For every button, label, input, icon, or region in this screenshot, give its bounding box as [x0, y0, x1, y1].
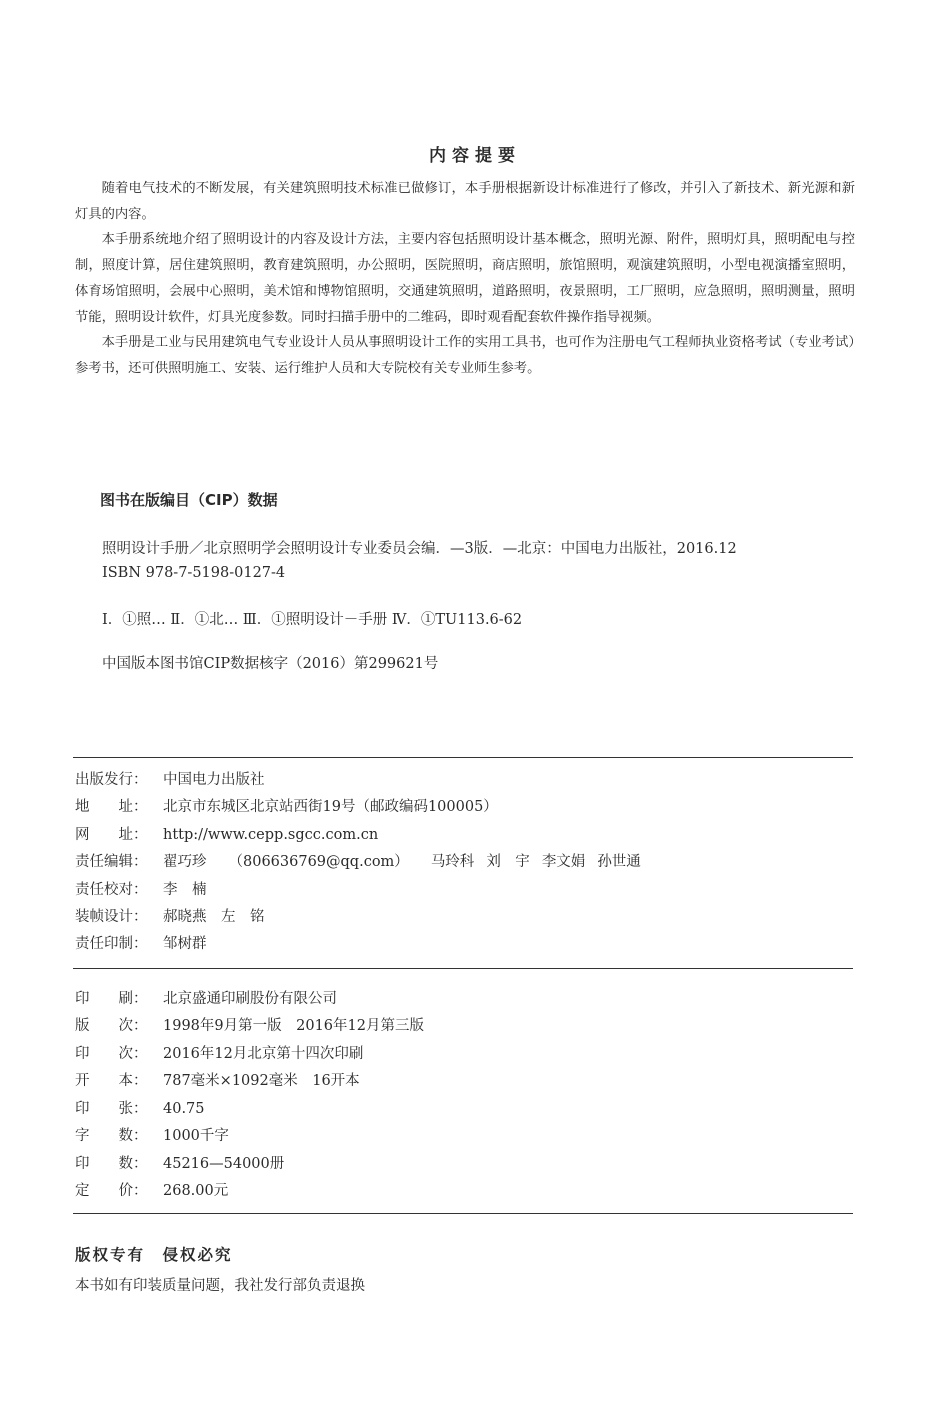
cip-isbn: ISBN 978-7-5198-0127-4 — [102, 565, 286, 581]
row-value: 1000千字 — [163, 1128, 229, 1144]
sheets-row — [75, 1097, 205, 1121]
publisher-row — [75, 768, 265, 792]
editor-email[interactable]: （806636769@qq.com） — [228, 854, 409, 870]
cip-heading: 图书在版编目（CIP）数据 — [100, 491, 278, 509]
website-row — [75, 823, 378, 847]
address-row — [75, 795, 498, 819]
printer-row — [75, 987, 337, 1011]
website-link[interactable]: http://www.cepp.sgcc.com.cn — [163, 827, 379, 843]
row-label: 版 次： — [75, 1018, 148, 1034]
row-value: 郝晓燕 左 铭 — [163, 909, 265, 925]
cip-classification: Ⅰ．①照… Ⅱ．①北… Ⅲ．①照明设计－手册 Ⅳ．①TU113.6-62 — [102, 612, 523, 628]
designer-row — [75, 905, 265, 929]
row-label: 责任印制： — [75, 936, 148, 952]
word-count-row — [75, 1124, 229, 1148]
print-supervisor-row — [75, 932, 207, 956]
summary-body — [75, 176, 855, 382]
row-value: 787毫米×1092毫米 16开本 — [163, 1073, 360, 1089]
row-label: 印 次： — [75, 1046, 148, 1062]
editor-name: 刘 宇 — [486, 854, 530, 870]
row-value: 北京盛通印刷股份有限公司 — [163, 991, 337, 1007]
divider — [73, 968, 853, 969]
row-value: 邹树群 — [163, 936, 207, 952]
row-label: 装帧设计： — [75, 909, 148, 925]
row-label: 字 数： — [75, 1128, 148, 1144]
summary-paragraph: 本手册系统地介绍了照明设计的内容及设计方法，主要内容包括照明设计基本概念，照明光源、附件，照明灯具，照明配电与控制，照度计算，居住建筑照明，教育建筑照明，办公照明，医院照明，商店照明，旅馆照明，观演建筑照明，小型电视演播室照明，体育场馆照明，会展中心照明，美术馆和博物馆照明，交通建筑照明，道路照明，夜景照明，工厂照明，应急照明，照明测量，照明节能，照明设计软件，灯具光度参数。同时扫描手册中的二维码，即时观看配套软件操作指导视频。 — [75, 232, 855, 325]
row-value: 1998年9月第一版 2016年12月第三版 — [163, 1018, 424, 1034]
row-value: 2016年12月北京第十四次印刷 — [163, 1046, 364, 1062]
cip-approval: 中国版本图书馆CIP数据核字（2016）第299621号 — [102, 656, 439, 672]
row-value: 北京市东城区北京站西街19号（邮政编码100005） — [163, 799, 498, 815]
proofreader-row — [75, 878, 207, 902]
cip-record: 照明设计手册／北京照明学会照明设计专业委员会编．—3版．—北京：中国电力出版社，2016.12 — [102, 541, 737, 557]
row-label: 印 张： — [75, 1101, 148, 1117]
divider — [73, 757, 853, 758]
editor-name: 孙世通 — [597, 854, 641, 870]
row-label: 印 刷： — [75, 991, 148, 1007]
row-label: 地 址： — [75, 799, 148, 815]
divider — [73, 1213, 853, 1214]
row-value: 中国电力出版社 — [163, 772, 265, 788]
price-row — [75, 1179, 228, 1203]
row-label: 开 本： — [75, 1073, 148, 1089]
row-label: 责任编辑： — [75, 854, 148, 870]
row-value: 李 楠 — [163, 882, 207, 898]
return-policy-note: 本书如有印装质量问题，我社发行部负责退换 — [75, 1278, 365, 1294]
summary-paragraph: 本手册是工业与民用建筑电气专业设计人员从事照明设计工作的实用工具书，也可作为注册电气工程师执业资格考试（专业考试）参考书，还可供照明施工、安装、运行维护人员和大专院校有关专业师生参考。 — [75, 335, 855, 376]
summary-title: 内容提要 — [429, 146, 521, 166]
row-label: 定 价： — [75, 1183, 148, 1199]
print-run-row — [75, 1152, 284, 1176]
editor-name: 翟巧珍 — [163, 854, 207, 870]
summary-paragraph: 随着电气技术的不断发展，有关建筑照明技术标准已做修订，本手册根据新设计标准进行了修改，并引入了新技术、新光源和新灯具的内容。 — [75, 181, 855, 222]
copyright-notice: 版权专有 侵权必究 — [75, 1246, 233, 1264]
row-label: 责任校对： — [75, 882, 148, 898]
row-value: 45216—54000册 — [163, 1156, 285, 1172]
impression-row — [75, 1042, 363, 1066]
format-row — [75, 1069, 360, 1093]
row-value: 40.75 — [163, 1101, 205, 1117]
row-label: 印 数： — [75, 1156, 148, 1172]
editor-row — [75, 850, 641, 874]
row-label: 网 址： — [75, 827, 148, 843]
editor-name: 马玲科 — [430, 854, 475, 870]
row-label: 出版发行： — [75, 772, 148, 788]
editor-name: 李文娟 — [541, 854, 586, 870]
edition-row — [75, 1014, 424, 1038]
row-value: 268.00元 — [163, 1183, 229, 1199]
